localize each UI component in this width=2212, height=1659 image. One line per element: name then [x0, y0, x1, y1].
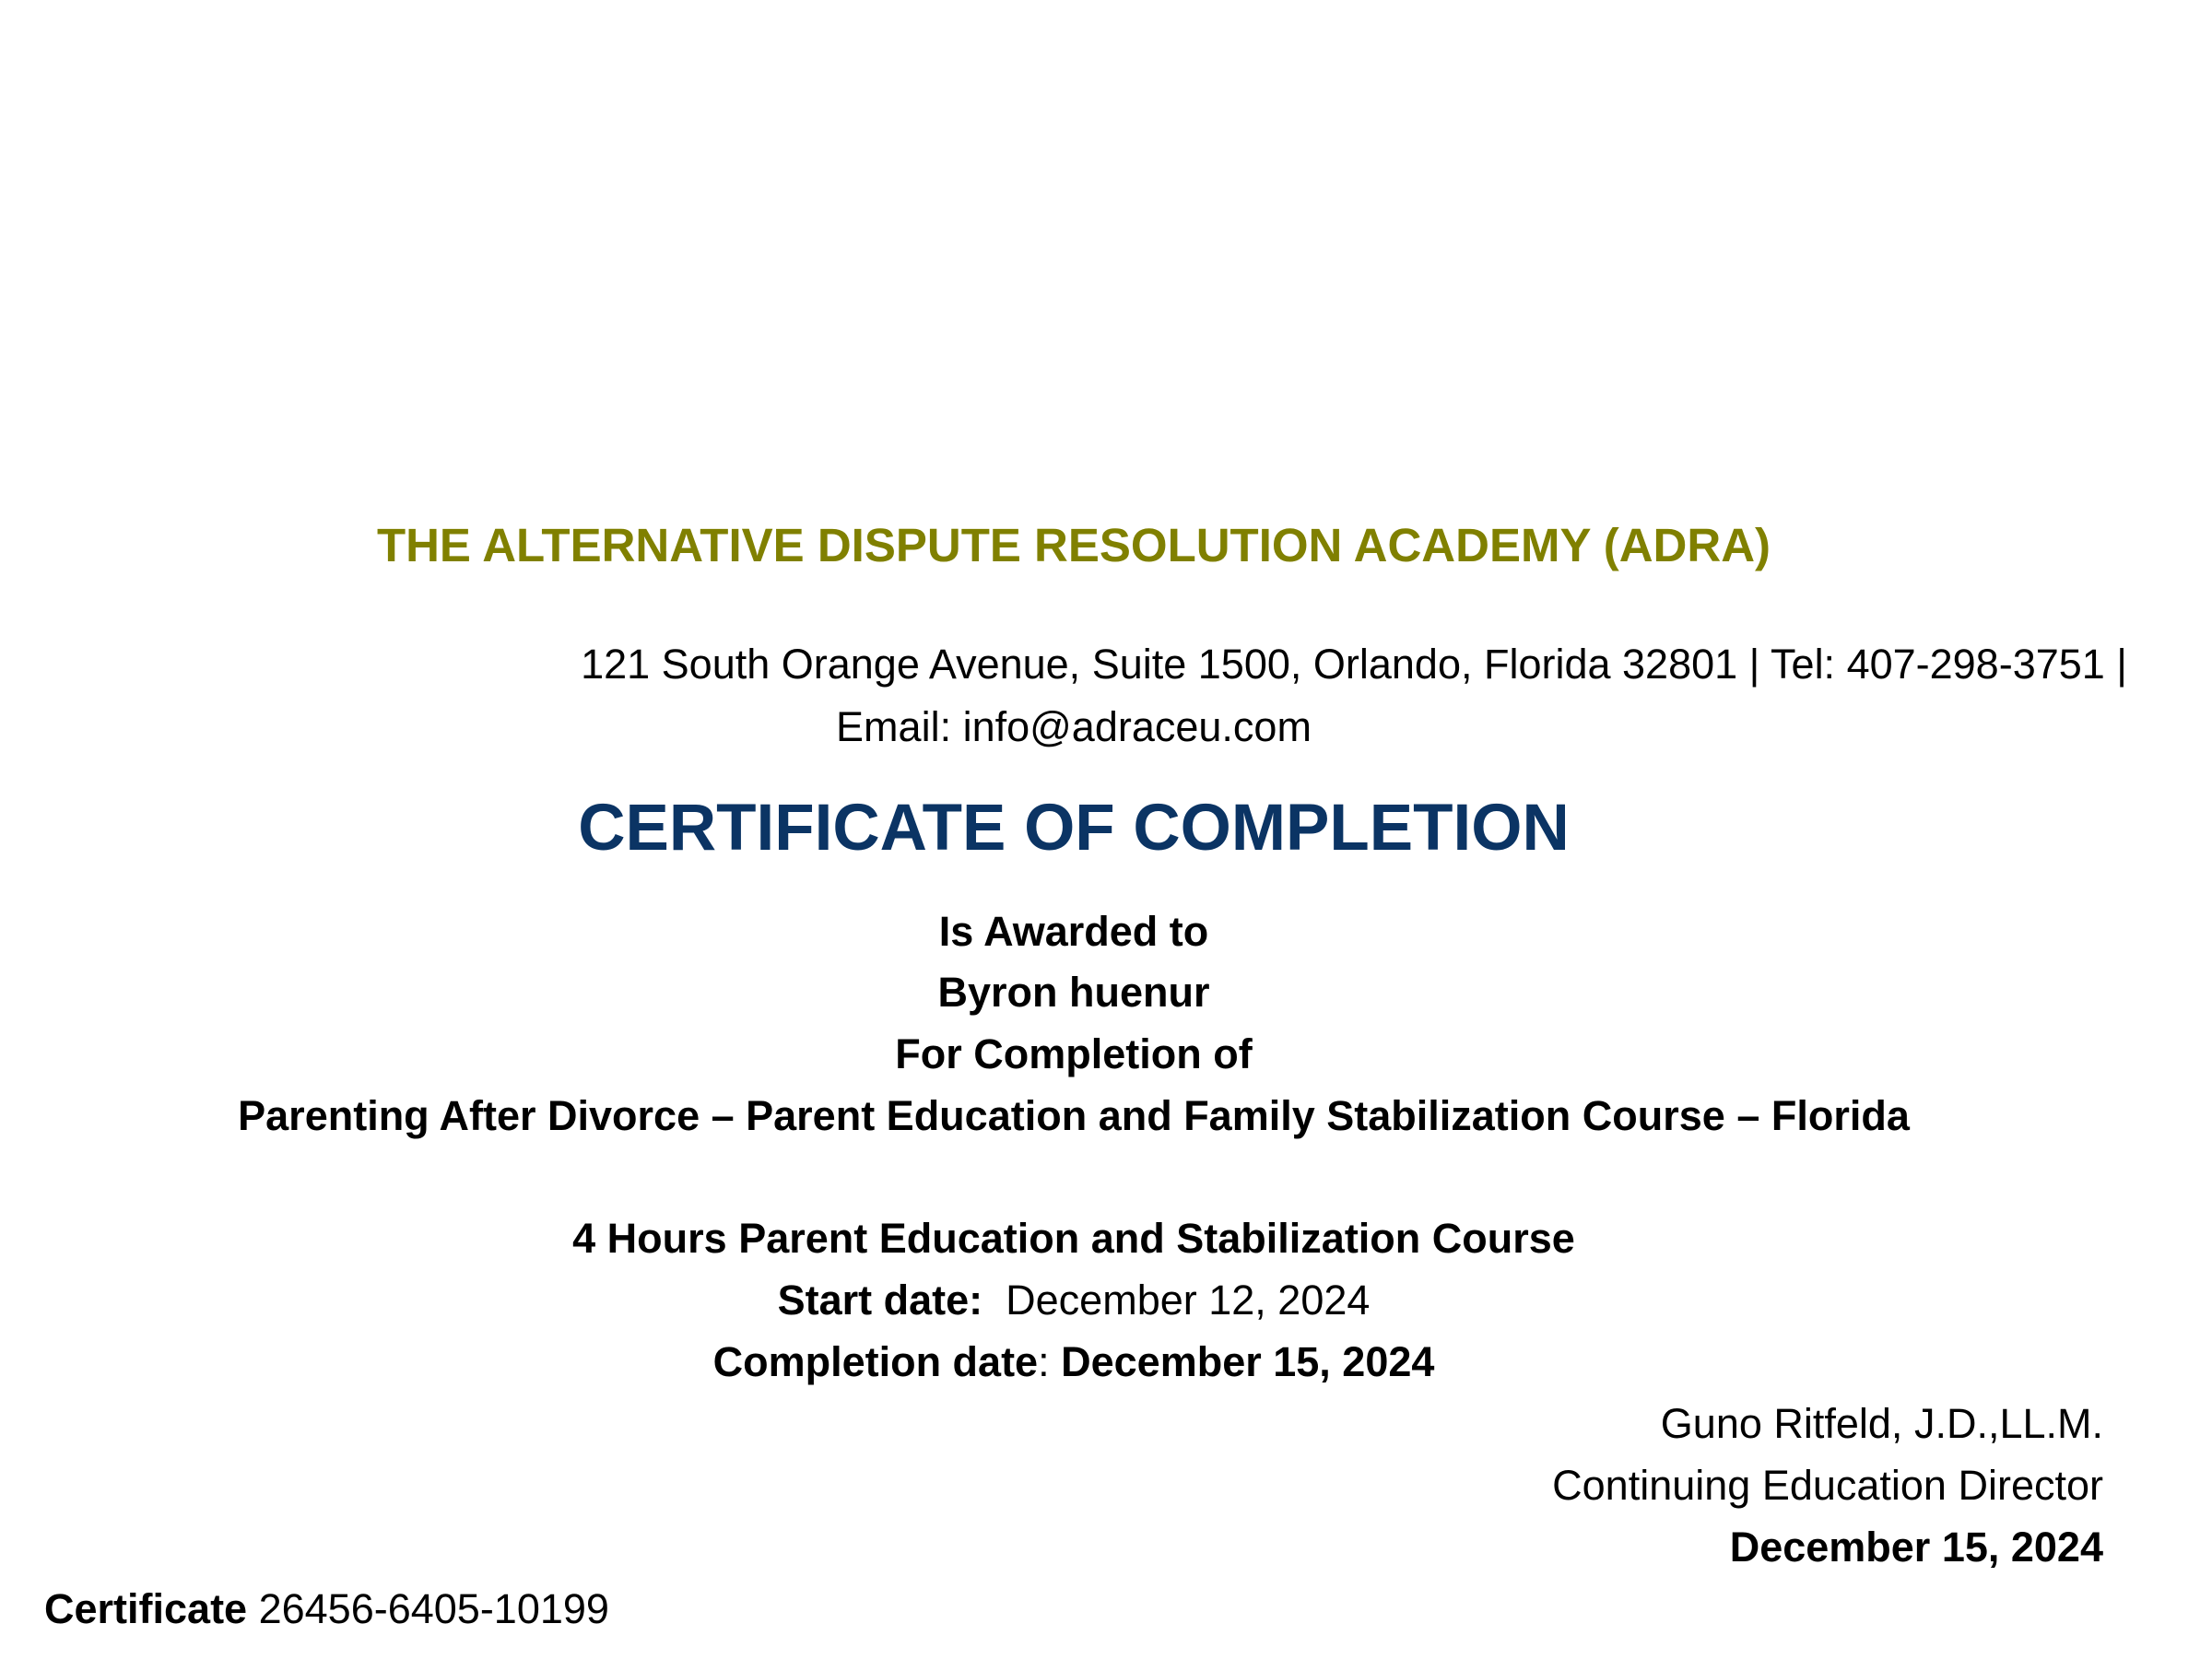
certificate-number-label: Certificate [44, 1585, 248, 1632]
certificate-title: CERTIFICATE OF COMPLETION [578, 792, 1570, 865]
signer-role: Continuing Education Director [1552, 1462, 2103, 1509]
academy-email: Email: info@adraceu.com [836, 703, 1312, 750]
recipient-name: Byron huenur [937, 969, 1210, 1016]
start-date [0, 1277, 2147, 1324]
academy-address: 121 South Orange Avenue, Suite 1500, Orlando, Florida 32801 | Tel: 407-298-3751 | [581, 641, 2127, 688]
course-title: Parenting After Divorce – Parent Education and Family Stabilization Course – Florida [238, 1092, 1910, 1139]
for-completion-label: For Completion of [895, 1030, 1253, 1077]
course-hours: 4 Hours Parent Education and Stabilization Course [572, 1215, 1575, 1262]
completion-date [0, 1338, 2147, 1385]
completion-date-separator: : [1038, 1338, 1050, 1385]
certificate-number-value: 26456-6405-10199 [258, 1585, 609, 1632]
awarded-label: Is Awarded to [938, 908, 1209, 955]
signature-date: December 15, 2024 [1729, 1524, 2103, 1571]
academy-name: THE ALTERNATIVE DISPUTE RESOLUTION ACADEMY (ADRA) [376, 519, 1771, 571]
start-date-label: Start date: [777, 1277, 983, 1324]
start-date-value: December 12, 2024 [1006, 1277, 1371, 1324]
completion-date-label: Completion date [712, 1338, 1039, 1385]
completion-date-value: December 15, 2024 [1061, 1338, 1435, 1385]
signer-name: Guno Ritfeld, J.D.,LL.M. [1660, 1400, 2103, 1447]
certificate-number [44, 1585, 609, 1632]
